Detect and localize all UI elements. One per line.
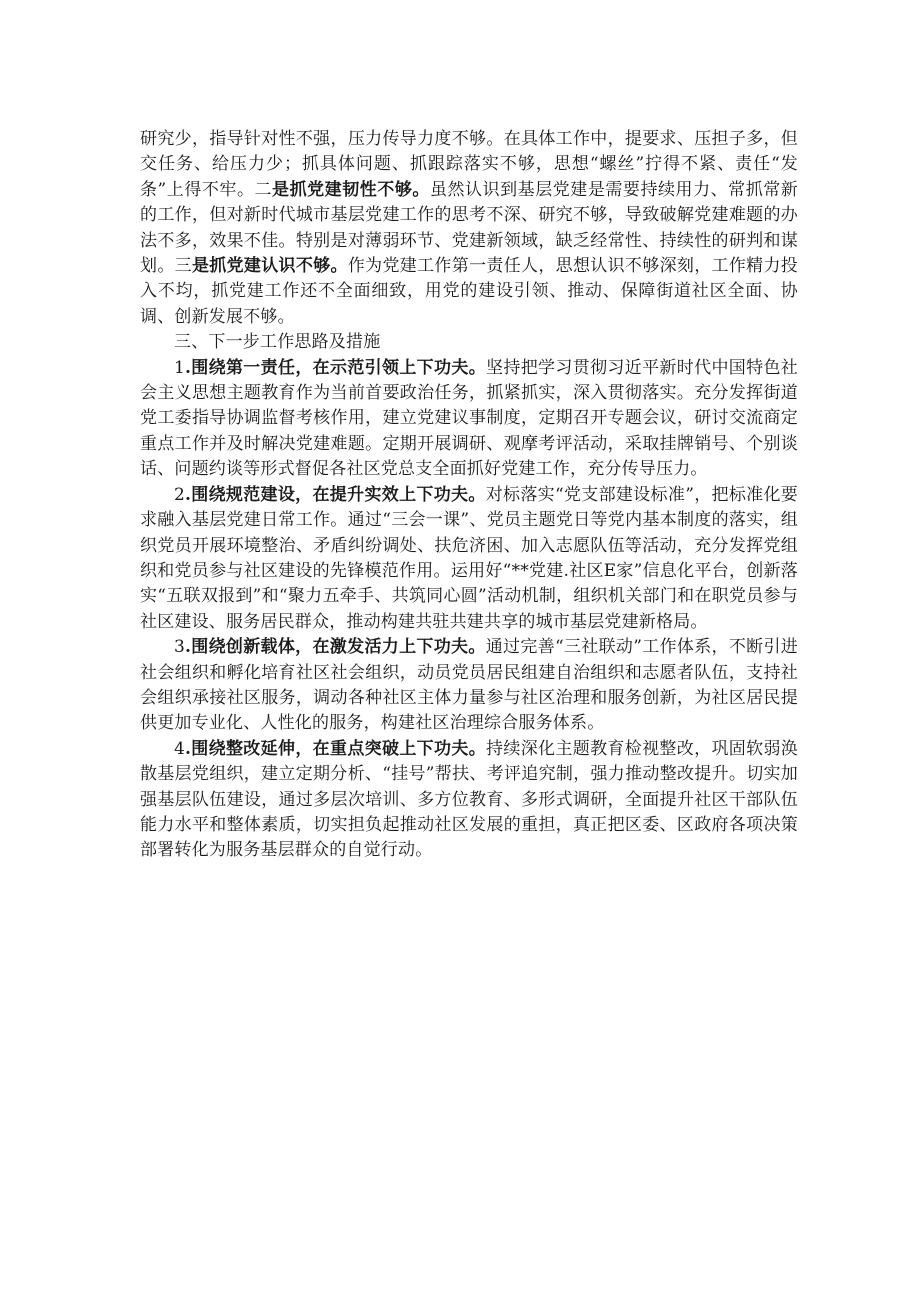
paragraph-measure-4 — [140, 737, 798, 864]
bold-run: 是抓党建认识不够。 — [191, 256, 348, 277]
item-number: 4 — [174, 738, 186, 759]
item-number: 1 — [174, 357, 186, 378]
text-run: 研究少，指导针对性不强，压力传导力度不够。在具体工作中，提要求、压担子多，但交任务、给压力少；抓具体问题、抓跟踪落实不够，思想“螺丝”拧得不紧、责任“发条”上得不牢。二 — [140, 129, 798, 200]
paragraph-measure-2 — [140, 483, 798, 635]
text-run: 通过完善“三社联动”工作体系，不断引进社会组织和孵化培育社区社会组织，动员党员居民组建自治组织和志愿者队伍，支持社会组织承接社区服务，调动各种社区主体力量参与社区治理和服务创新，为社区居民提供更加专业化、人性化的服务，构建社区治理综合服务体系。 — [140, 637, 798, 734]
section-heading — [140, 330, 798, 355]
item-number: 3 — [174, 637, 186, 658]
bold-run: .围绕创新载体，在激发活力上下功夫。 — [185, 637, 486, 658]
bold-run: .围绕规范建设，在提升实效上下功夫。 — [185, 484, 486, 505]
bold-run: 是抓党建韧性不够。 — [272, 179, 430, 200]
document-body — [140, 127, 798, 864]
text-run: 对标落实“党支部建设标准”，把标准化要求融入基层党建日常工作。通过“三会一课”、党员主题党日等党内基本制度的落实，组织党员开展环境整治、矛盾纠纷调处、扶危济困、加入志愿队伍等活动，充分发挥党组织和党员参与社区建设的先锋模范作用。运用好“**党建.社区E家”信息化平台，创新落实“五联双报到”和“聚力五牵手、共筑同心圆”活动机制，组织机关部门和在职党员参与社区建设、服务居民群众，推动构建共驻共建共享的城市基层党建新格局。 — [140, 484, 798, 632]
paragraph-problems-continued — [140, 127, 798, 330]
paragraph-measure-3 — [140, 635, 798, 737]
bold-run: .围绕第一责任，在示范引领上下功夫。 — [185, 357, 487, 378]
text-run: 持续深化主题教育检视整改，巩固软弱涣散基层党组织，建立定期分析、“挂号”帮扶、考评追究制，强力推动整改提升。切实加强基层队伍建设，通过多层次培训、多方位教育、多形式调研，全面提升社区干部队伍能力水平和整体素质，切实担负起推动社区发展的重担，真正把区委、区政府各项决策部署转化为服务基层群众的自觉行动。 — [140, 738, 798, 861]
heading-text: 三、下一步工作思路及措施 — [174, 332, 381, 353]
bold-run: .围绕整改延伸，在重点突破上下功夫。 — [185, 738, 487, 759]
text-run: 作为党建工作第一责任人，思想认识不够深刻，工作精力投入不均，抓党建工作还不全面细致，用党的建设引领、推动、保障街道社区全面、协调、创新发展不够。 — [140, 256, 798, 327]
text-run: 坚持把学习贯彻习近平新时代中国特色社会主义思想主题教育作为当前首要政治任务，抓紧抓实，深入贯彻落实。充分发挥街道党工委指导协调监督考核作用，建立党建议事制度，定期召开专题会议，研讨交流商定重点工作并及时解决党建难题。定期开展调研、观摩考评活动，采取挂牌销号、个别谈话、问题约谈等形式督促各社区党总支全面抓好党建工作，充分传导压力。 — [140, 357, 798, 480]
item-number: 2 — [174, 484, 186, 505]
text-run: 虽然认识到基层党建是需要持续用力、常抓常新的工作，但对新时代城市基层党建工作的思考不深、研究不够，导致破解党建难题的办法不多，效果不佳。特别是对薄弱环节、党建新领域，缺乏经常性、持续性的研判和谋划。三 — [140, 179, 798, 277]
paragraph-measure-1 — [140, 356, 798, 483]
